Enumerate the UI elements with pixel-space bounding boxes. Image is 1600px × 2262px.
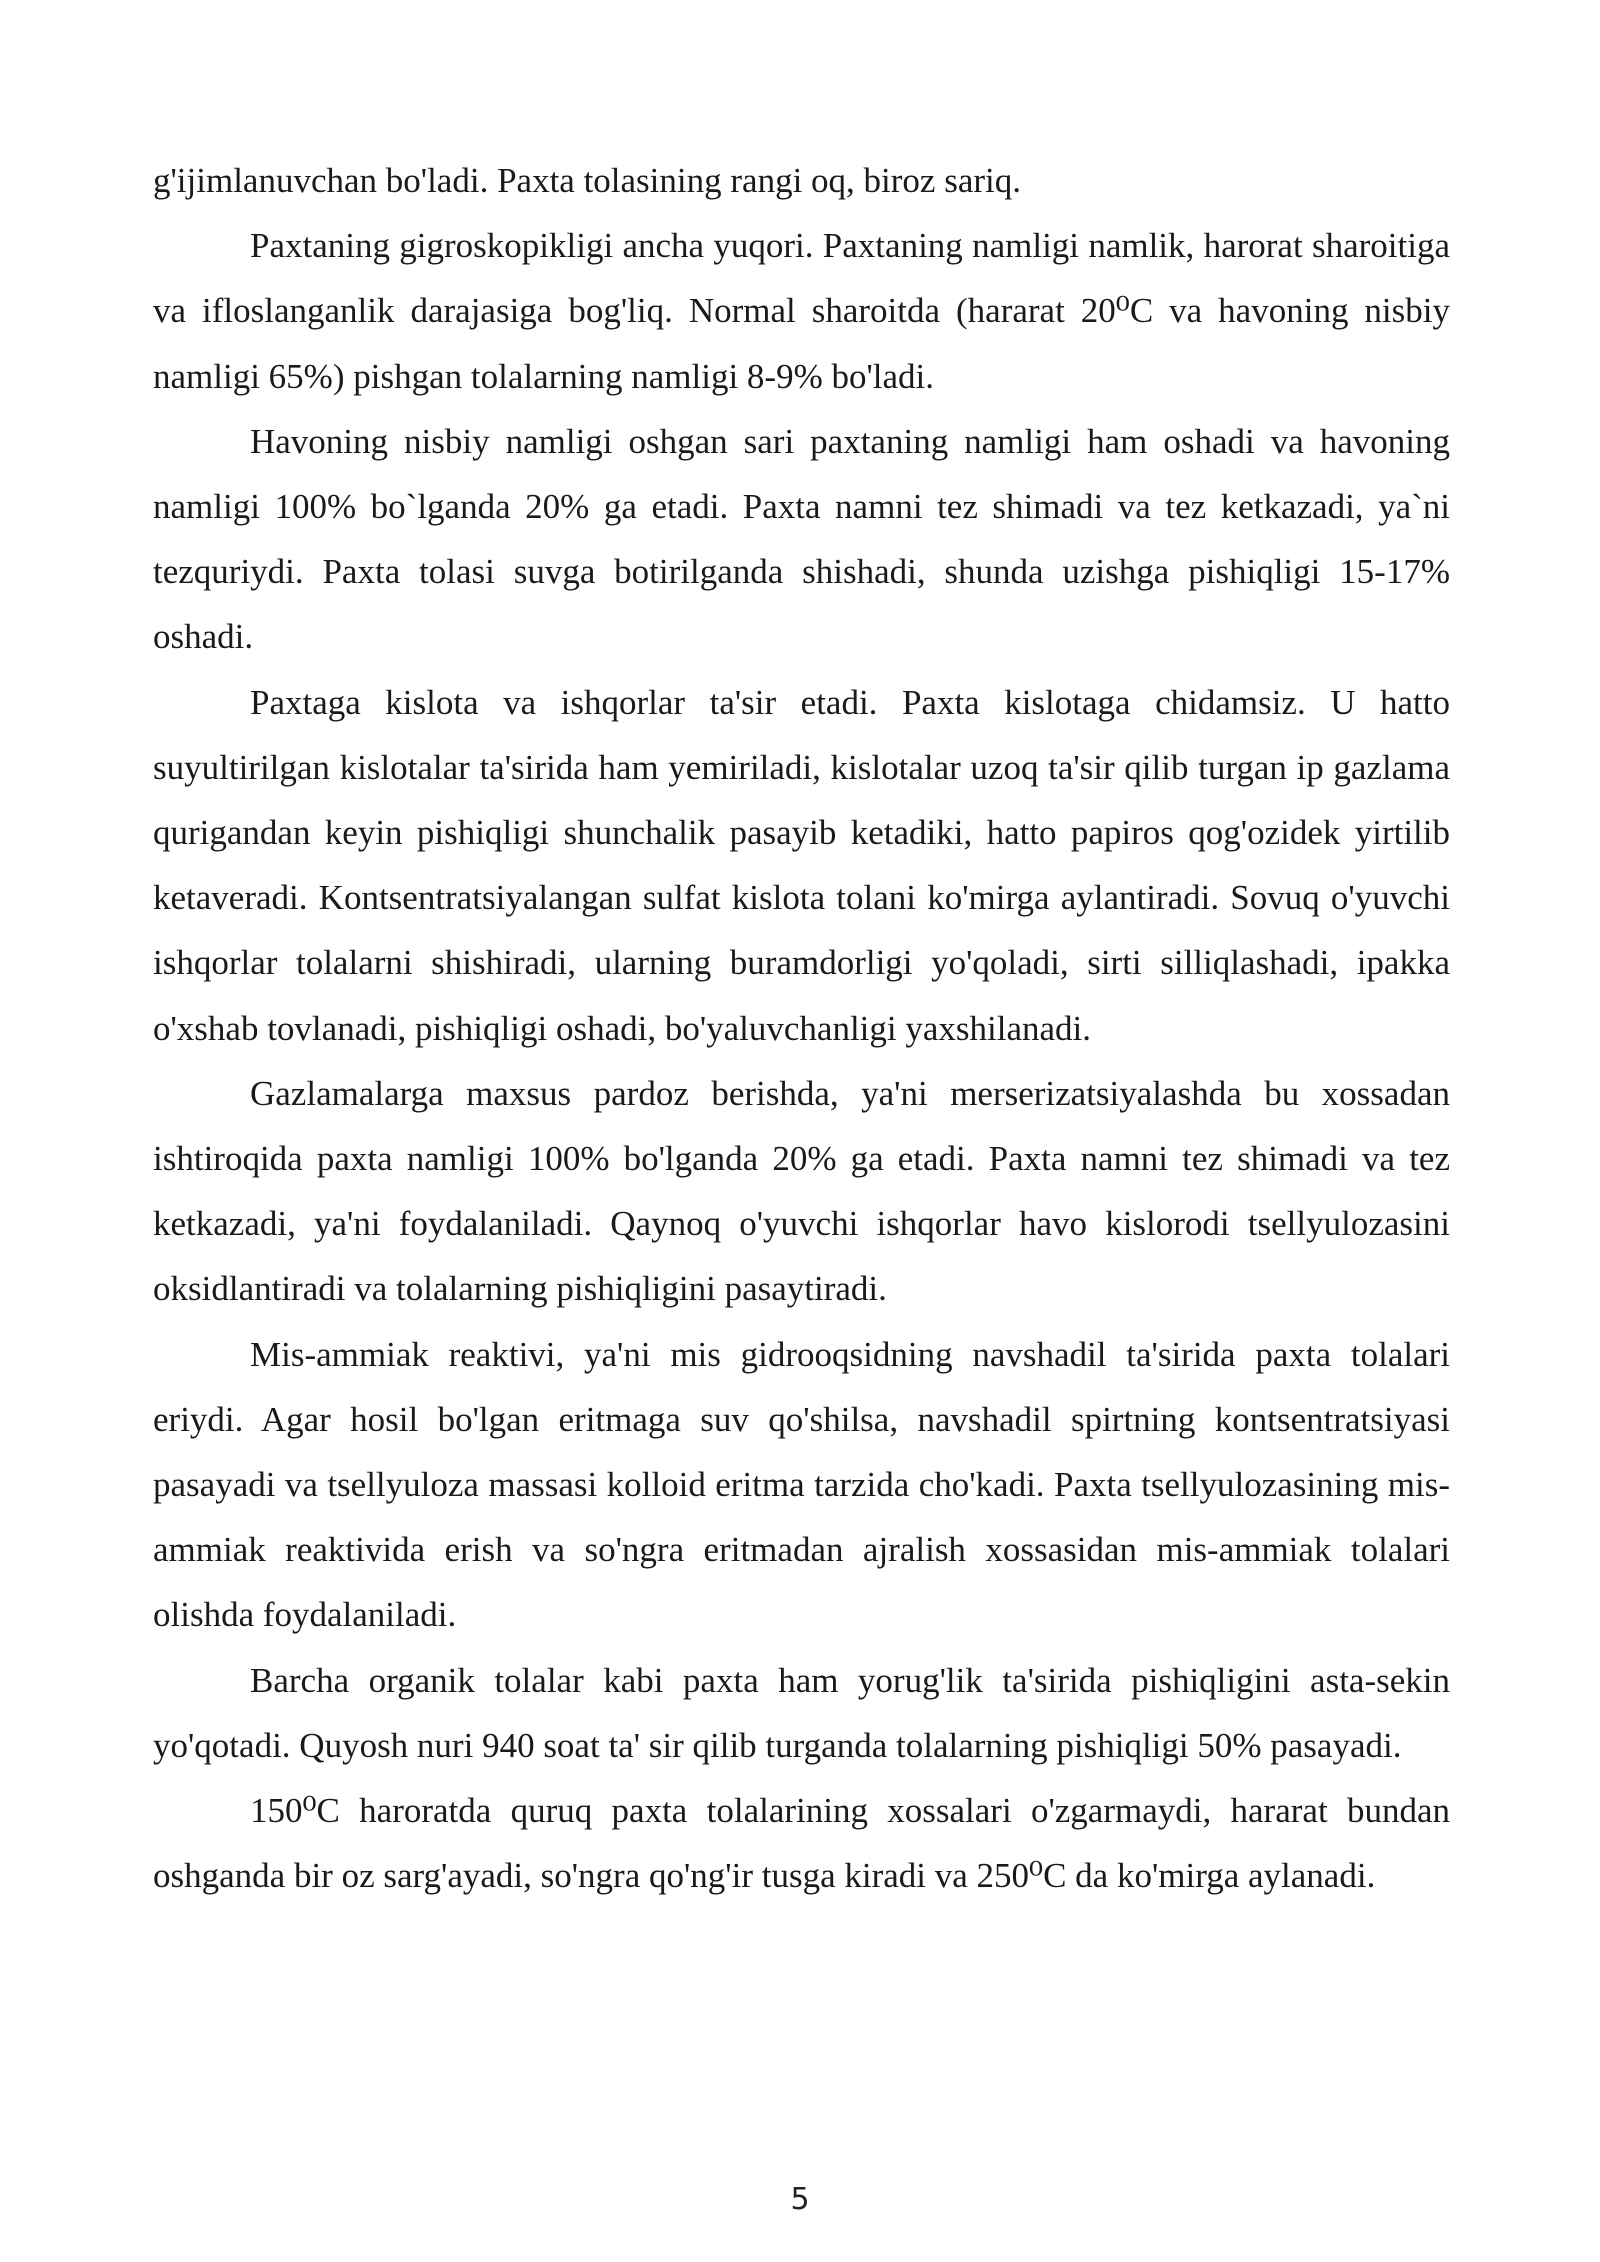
paragraph: g'ijimlanuvchan bo'ladi. Paxta tolasining rangi oq, biroz sariq. bbox=[153, 161, 1021, 200]
paragraph: Gazlamalarga maxsus pardoz berishda, ya'ni merserizatsiyalashda bu xossadan ishtiroqida paxta namligi 100% bo'lganda 20% ga etadi. Paxta namni tez shimadi va tez ketkazadi, ya'ni foydalaniladi. Qaynoq o'yuvchi ishqorlar havo kislorodi tsellyulozasini oksidlantiradi va tolalarning pishiqligini pasaytiradi. bbox=[153, 1073, 1450, 1309]
paragraph: 150⁰C haroratda quruq paxta tolalarining xossalari o'zgarmaydi, hararat bundan oshganda bir oz sarg'ayadi, so'ngra qo'ng'ir tusga kiradi va 250⁰C da ko'mirga aylanadi. bbox=[153, 1791, 1450, 1896]
page-number: 5 bbox=[790, 2182, 810, 2217]
paragraph: Mis-ammiak reaktivi, ya'ni mis gidrooqsidning navshadil ta'sirida paxta tolalari eriydi. Agar hosil bo'lgan eritmaga suv qo'shilsa, navshadil spirtning kontsentratsiyasi pasayadi va tsellyuloza massasi kolloid eritma tarzida cho'kadi. Paxta tsellyulozasining mis-ammiak reaktivida erish va so'ngra eritmadan ajralish xossasidan mis-ammiak tolalari olishda foydalaniladi. bbox=[153, 1334, 1450, 1635]
paragraph: Havoning nisbiy namligi oshgan sari paxtaning namligi ham oshadi va havoning namligi 100% bo`lganda 20% ga etadi. Paxta namni tez shimadi va tez ketkazadi, ya`ni tezquriydi. Paxta tolasi suvga botirilganda shishadi, shunda uzishga pishiqligi 15-17% oshadi. bbox=[153, 421, 1450, 657]
document-body bbox=[153, 148, 1450, 1908]
paragraph: Paxtaga kislota va ishqorlar ta'sir etadi. Paxta kislotaga chidamsiz. U hatto suyultirilgan kislotalar ta'sirida ham yemiriladi, kislotalar uzoq ta'sir qilib turgan ip gazlama qurigandan keyin pishiqligi shunchalik pasayib ketadiki, hatto papiros qog'ozidek yirtilib ketaveradi. Kontsentratsiyalangan sulfat kislota tolani ko'mirga aylantiradi. Sovuq o'yuvchi ishqorlar tolalarni shishiradi, ularning buramdorligi yo'qoladi, sirti silliqlashadi, ipakka o'xshab tovlanadi, pishiqligi oshadi, bo'yaluvchanligi yaxshilanadi. bbox=[153, 682, 1450, 1048]
paragraph: Barcha organik tolalar kabi paxta ham yorug'lik ta'sirida pishiqligini asta-sekin yo'qotadi. Quyosh nuri 940 soat ta' sir qilib turganda tolalarning pishiqligi 50% pasayadi. bbox=[153, 1660, 1450, 1765]
paragraph: Paxtaning gigroskopikligi ancha yuqori. Paxtaning namligi namlik, harorat sharoitiga va ifloslanganlik darajasiga bog'liq. Normal sharoitda (hararat 20⁰C va havoning nisbiy namligi 65%) pishgan tolalarning namligi 8-9% bo'ladi. bbox=[153, 226, 1450, 396]
